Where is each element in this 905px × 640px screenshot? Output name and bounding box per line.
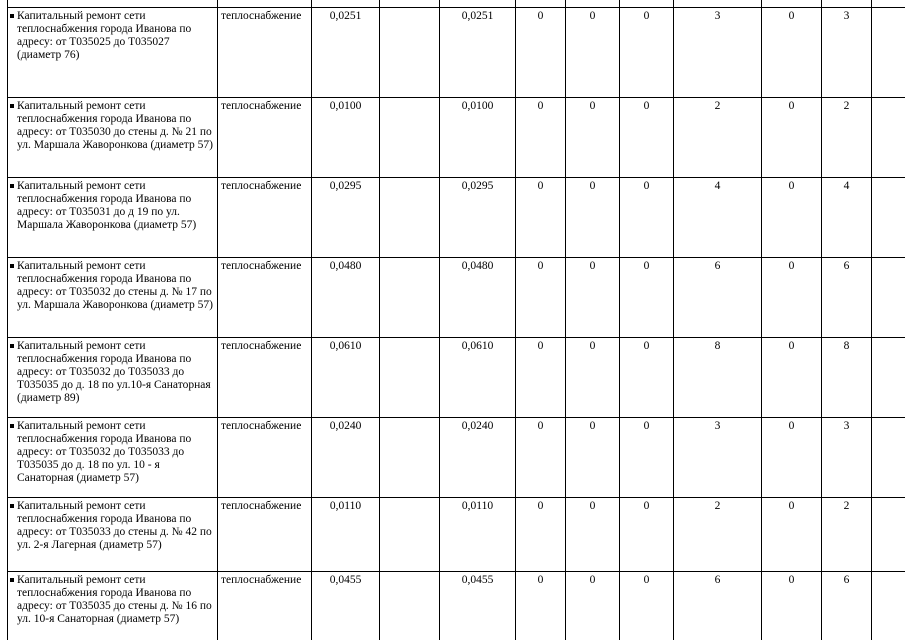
partial-row-top [8,0,905,7]
blank-cell [380,497,440,571]
description-text: Капитальный ремонт сети теплоснабжения города Иванова по адресу: от Т035033 до стены д. № 42 по ул. 2-я Лагерная (диаметр 57) [17,499,212,551]
partial-cell [440,0,516,7]
partial-cell [566,0,620,7]
zero-col1-cell: 0 [516,177,566,257]
zero-col2-cell: 0 [566,257,620,337]
edge-cell [872,417,905,497]
zero-col2-cell: 0 [566,571,620,640]
zero-col4-cell: 0 [762,337,822,417]
zero-col3-cell: 0 [620,337,674,417]
row-marker-icon [10,344,14,348]
count-plan-cell: 3 [674,7,762,97]
table-row [8,497,905,571]
zero-col1-cell: 0 [516,337,566,417]
volume-plan-cell: 0,0610 [312,337,380,417]
count-fact-cell: 3 [822,417,872,497]
description-cell [8,7,218,97]
blank-cell [380,7,440,97]
description-text: Капитальный ремонт сети теплоснабжения города Иванова по адресу: от Т035032 до Т035033 до Т035035 до д. 18 по ул.10-я Санаторная (диаметр 89) [17,339,211,404]
blank-cell [380,571,440,640]
zero-col1-cell: 0 [516,417,566,497]
edge-cell [872,97,905,177]
blank-cell [380,177,440,257]
count-plan-cell: 2 [674,497,762,571]
count-fact-cell: 6 [822,571,872,640]
resource-type-cell: теплоснабжение [218,97,312,177]
table-body [8,0,905,640]
description-cell [8,497,218,571]
zero-col4-cell: 0 [762,97,822,177]
count-fact-cell: 2 [822,97,872,177]
volume-fact-cell: 0,0110 [440,497,516,571]
table-row [8,417,905,497]
blank-cell [380,417,440,497]
resource-type-cell: теплоснабжение [218,257,312,337]
zero-col4-cell: 0 [762,177,822,257]
edge-cell [872,337,905,417]
row-marker-icon [10,424,14,428]
volume-plan-cell: 0,0455 [312,571,380,640]
edge-cell [872,571,905,640]
count-plan-cell: 6 [674,257,762,337]
zero-col3-cell: 0 [620,417,674,497]
row-marker-icon [10,264,14,268]
resource-type-cell: теплоснабжение [218,7,312,97]
volume-plan-cell: 0,0100 [312,97,380,177]
count-plan-cell: 4 [674,177,762,257]
partial-cell [516,0,566,7]
zero-col3-cell: 0 [620,257,674,337]
description-cell [8,337,218,417]
description-cell [8,177,218,257]
zero-col2-cell: 0 [566,497,620,571]
zero-col2-cell: 0 [566,177,620,257]
partial-cell [620,0,674,7]
zero-col3-cell: 0 [620,7,674,97]
row-marker-icon [10,184,14,188]
zero-col3-cell: 0 [620,97,674,177]
table-row [8,571,905,640]
volume-fact-cell: 0,0251 [440,7,516,97]
partial-cell [8,0,218,7]
volume-fact-cell: 0,0240 [440,417,516,497]
zero-col4-cell: 0 [762,417,822,497]
resource-type-cell: теплоснабжение [218,177,312,257]
description-text: Капитальный ремонт сети теплоснабжения города Иванова по адресу: от Т035035 до стены д. № 16 по ул. 10-я Санаторная (диаметр 57) [17,573,212,625]
zero-col3-cell: 0 [620,497,674,571]
zero-col1-cell: 0 [516,7,566,97]
description-cell [8,417,218,497]
volume-plan-cell: 0,0110 [312,497,380,571]
description-text: Капитальный ремонт сети теплоснабжения города Иванова по адресу: от Т035025 до Т035027 (диаметр 76) [17,9,192,61]
zero-col2-cell: 0 [566,97,620,177]
count-fact-cell: 6 [822,257,872,337]
partial-cell [312,0,380,7]
count-plan-cell: 2 [674,97,762,177]
zero-col2-cell: 0 [566,337,620,417]
description-text: Капитальный ремонт сети теплоснабжения города Иванова по адресу: от Т035032 до Т035033 до Т035035 до д. 18 по ул. 10 - я Санаторная (диаметр 57) [17,419,192,484]
description-text: Капитальный ремонт сети теплоснабжения города Иванова по адресу: от Т035032 до стены д. № 17 по ул. Маршала Жаворонкова (диаметр 57) [17,259,213,311]
volume-fact-cell: 0,0480 [440,257,516,337]
partial-cell [822,0,872,7]
count-plan-cell: 8 [674,337,762,417]
table-row [8,257,905,337]
zero-col4-cell: 0 [762,7,822,97]
zero-col1-cell: 0 [516,497,566,571]
zero-col4-cell: 0 [762,571,822,640]
volume-plan-cell: 0,0295 [312,177,380,257]
volume-fact-cell: 0,0295 [440,177,516,257]
count-fact-cell: 2 [822,497,872,571]
partial-cell [762,0,822,7]
zero-col3-cell: 0 [620,177,674,257]
zero-col4-cell: 0 [762,257,822,337]
volume-fact-cell: 0,0100 [440,97,516,177]
table-row [8,97,905,177]
partial-cell [218,0,312,7]
count-plan-cell: 6 [674,571,762,640]
volume-plan-cell: 0,0251 [312,7,380,97]
edge-cell [872,7,905,97]
count-fact-cell: 8 [822,337,872,417]
table-row [8,177,905,257]
resource-type-cell: теплоснабжение [218,337,312,417]
blank-cell [380,97,440,177]
blank-cell [380,257,440,337]
resource-type-cell: теплоснабжение [218,571,312,640]
blank-cell [380,337,440,417]
description-cell [8,97,218,177]
partial-cell [674,0,762,7]
volume-fact-cell: 0,0610 [440,337,516,417]
row-marker-icon [10,104,14,108]
description-cell [8,571,218,640]
zero-col3-cell: 0 [620,571,674,640]
count-plan-cell: 3 [674,417,762,497]
partial-cell [380,0,440,7]
zero-col1-cell: 0 [516,97,566,177]
row-marker-icon [10,578,14,582]
zero-col1-cell: 0 [516,571,566,640]
description-text: Капитальный ремонт сети теплоснабжения города Иванова по адресу: от Т035031 до д 19 по ул. Маршала Жаворонкова (диаметр 57) [17,179,197,231]
resource-type-cell: теплоснабжение [218,497,312,571]
volume-plan-cell: 0,0480 [312,257,380,337]
edge-cell [872,497,905,571]
description-cell [8,257,218,337]
count-fact-cell: 3 [822,7,872,97]
count-fact-cell: 4 [822,177,872,257]
partial-cell [872,0,905,7]
zero-col2-cell: 0 [566,417,620,497]
edge-cell [872,257,905,337]
resource-type-cell: теплоснабжение [218,417,312,497]
zero-col4-cell: 0 [762,497,822,571]
zero-col2-cell: 0 [566,7,620,97]
table-row [8,7,905,97]
volume-fact-cell: 0,0455 [440,571,516,640]
row-marker-icon [10,504,14,508]
zero-col1-cell: 0 [516,257,566,337]
volume-plan-cell: 0,0240 [312,417,380,497]
row-marker-icon [10,14,14,18]
description-text: Капитальный ремонт сети теплоснабжения города Иванова по адресу: от Т035030 до стены д. № 21 по ул. Маршала Жаворонкова (диаметр 57) [17,99,213,151]
edge-cell [872,177,905,257]
repair-works-table [7,0,905,640]
table-row [8,337,905,417]
